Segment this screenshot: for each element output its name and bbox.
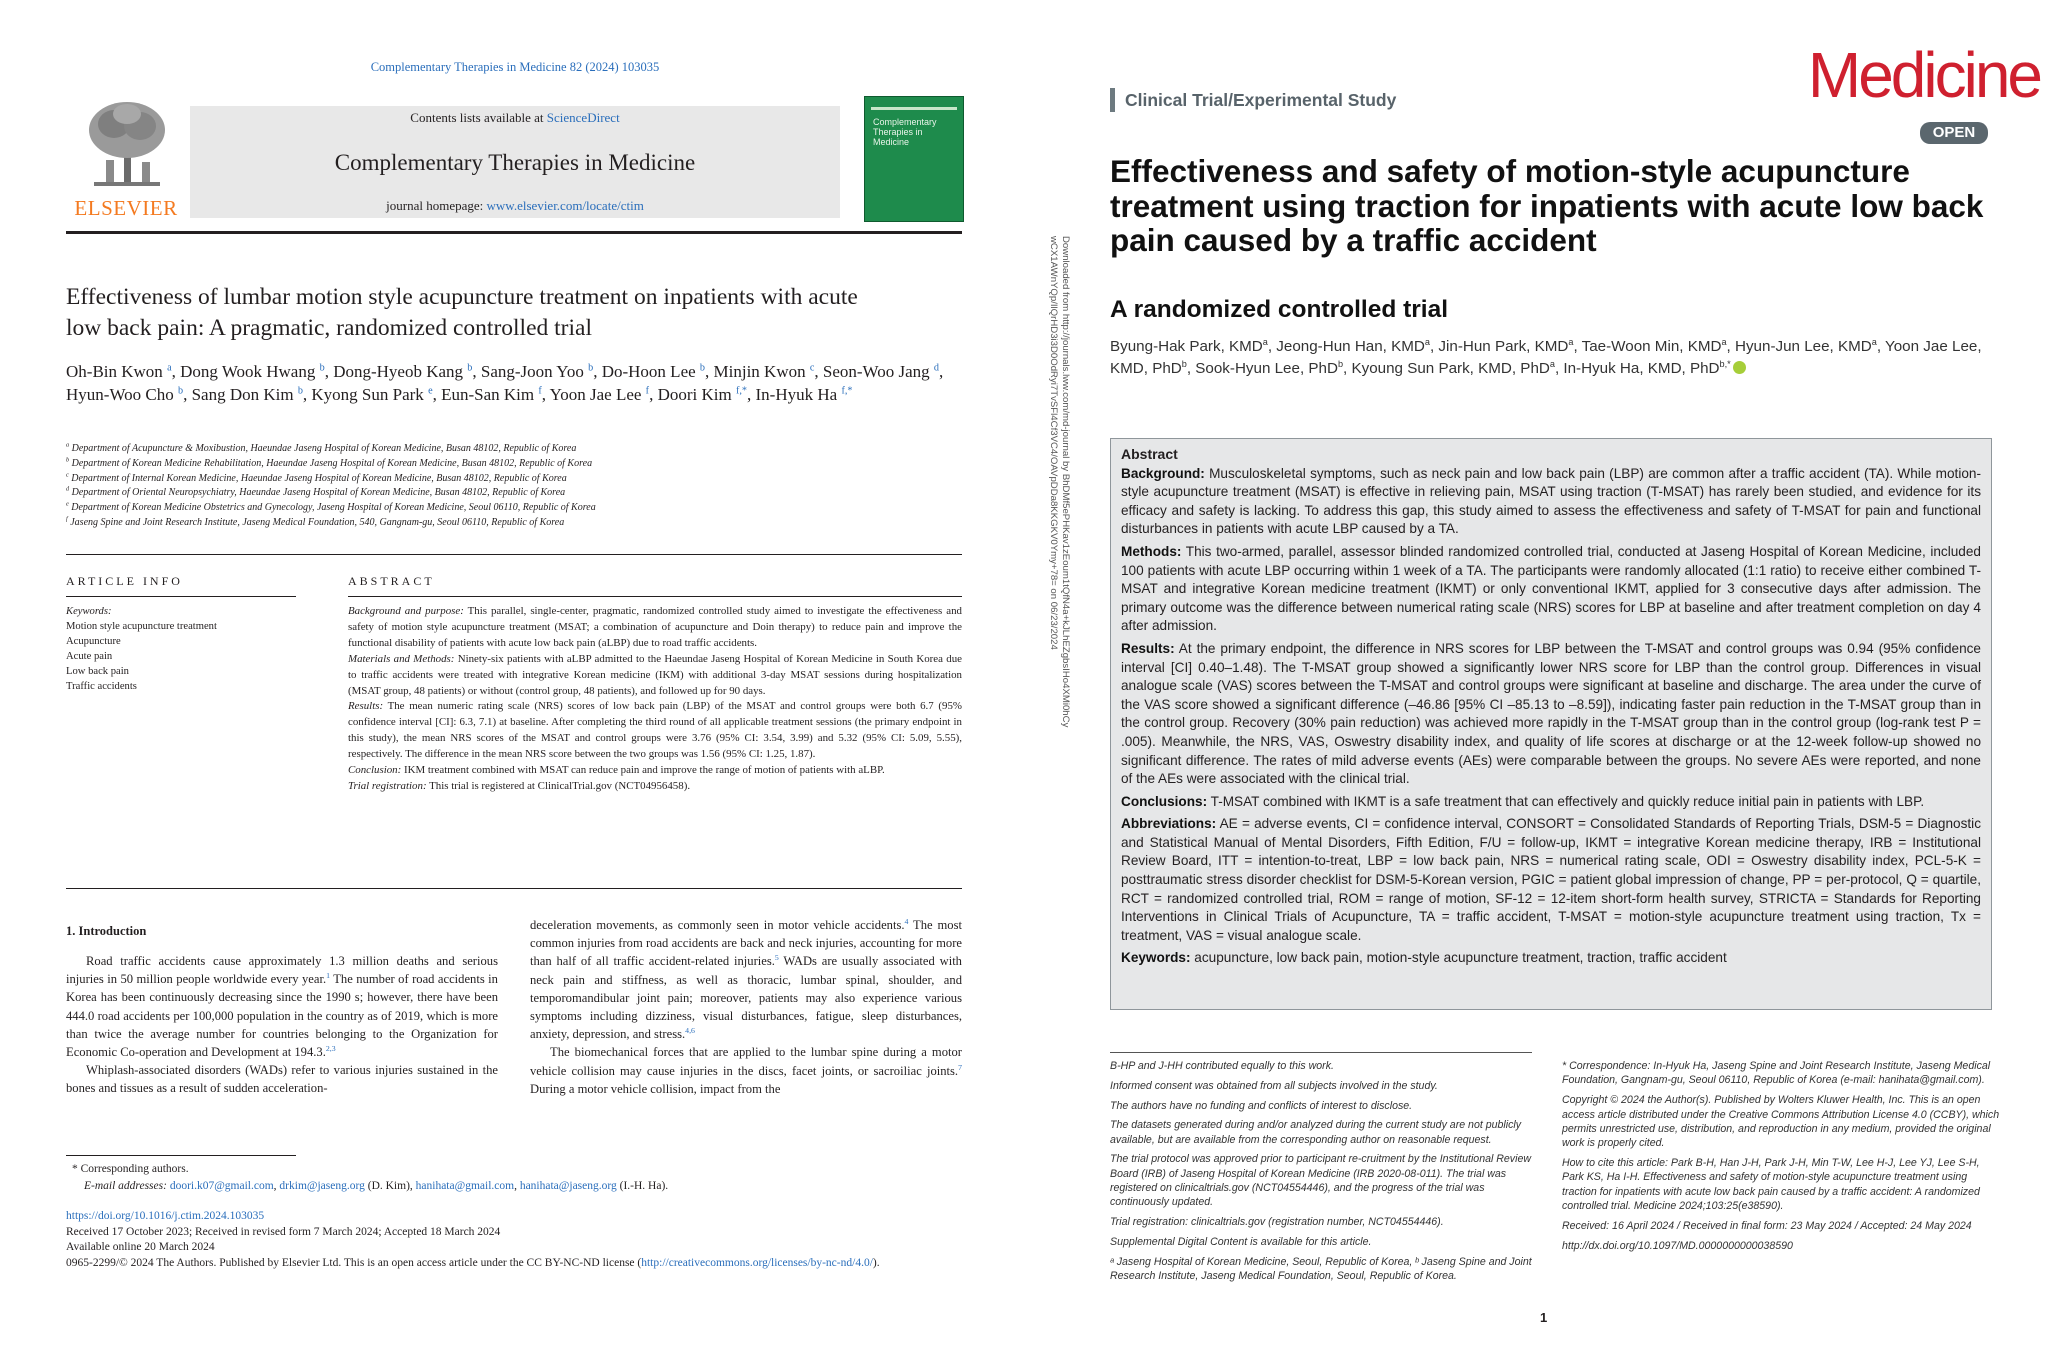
correspondence-note: How to cite this article: Park B-H, Han J-H, Park J-H, Min T-W, Lee H-J, Lee YJ, Lee S-H, Park KS, Ha I-H. Effectiveness and safety of motion-style acupuncture treatment using traction for inpatients with acute low back pain caused by a traffic accident: A randomized controlled trial. Medicine 2024;103:25(e38590).	[1562, 1157, 1980, 1212]
license-line	[66, 1256, 966, 1272]
affiliation-key: a	[66, 441, 70, 449]
cover-stripe	[871, 107, 957, 110]
author-affiliation-marker[interactable]: b	[467, 362, 473, 374]
author-affiliation-marker: a	[1424, 336, 1430, 347]
affiliation-text: Department of Korean Medicine Obstetrics and Gynecology, Jaseng Hospital of Korean Medicine, Seoul 06110, Republic of Korea	[71, 502, 596, 514]
info-divider-top	[66, 554, 962, 555]
corresponding-note: * Corresponding authors.	[72, 1163, 189, 1175]
affiliation-list	[66, 442, 946, 531]
received-dates: Received 17 October 2023; Received in revised form 7 March 2024; Accepted 18 March 2024	[66, 1225, 501, 1238]
author-name: Minjin Kwon	[713, 362, 806, 381]
contents-line	[190, 110, 840, 126]
intro-paragraph	[530, 916, 962, 1043]
affiliation-text: Department of Korean Medicine Rehabilitation, Haeundae Jaseng Hospital of Korean Medicine, Busan 48102, Republic of Korea	[71, 457, 593, 469]
abstract-section-label: Keywords:	[1121, 950, 1191, 966]
orcid-icon[interactable]	[1733, 361, 1746, 374]
abstract-section-label: Conclusion:	[348, 764, 402, 777]
publisher-wordmark: ELSEVIER	[74, 196, 178, 220]
affiliation-text: Jaseng Spine and Joint Research Institute, Jaseng Medical Foundation, 540, Gangnam-gu, Seoul 06110, Republic of Korea	[70, 516, 565, 528]
abstract-body	[348, 604, 962, 795]
affiliation-key: b	[66, 456, 70, 464]
affiliation-line	[66, 442, 946, 457]
contents-prefix: Contents lists available at	[410, 110, 547, 125]
introduction-heading: 1. Introduction	[66, 924, 147, 938]
abstract-heading-right: Abstract	[1121, 446, 1178, 462]
abstract-box	[1110, 438, 1992, 1010]
abstract-section-text: AE = adverse events, CI = confidence interval, CONSORT = Consolidated Standards of Reporting Trials, DSM-5 = Diagnostic and Statistical Manual of Mental Disorders, Fifth Edition, F/U = follow-up, IKMT = integrative Korean medicine therapy, IRB = Institutional Review Board, ITT = intention-to-treat, LBP = low back pain, NRS = numerical rating scale, ODI = Oswestry disability index, PCL-5-K = posttraumatic stress disorder checklist for DSM-5-Korean version, PGIC = patient global impression of change, PP = per-protocol, Q = quartile, RCT = randomized controlled trial, ROM = range of motion, SF-12 = 12-item short-form health survey, STRICTA = Standards for Reporting Interventions in Clinical Trials of Acupuncture, TA = traffic accident, T-MSAT = motion-style acupuncture treatment using traction, Tx = treatment, VAS = visual analogue scale.	[1121, 816, 1981, 943]
license-prefix: 0965-2299/© 2024 The Authors. Published by Elsevier Ltd. This is an open access article under the CC BY-NC-ND license (	[66, 1256, 642, 1269]
author-affiliation-marker[interactable]: e	[428, 385, 433, 397]
abstract-paragraph	[1121, 815, 1981, 945]
keywords-label: Keywords:	[66, 606, 112, 617]
abstract-paragraph	[348, 699, 962, 763]
keyword-item: Low back pain	[66, 666, 129, 677]
email-separator: ,	[273, 1179, 280, 1192]
author-affiliation-marker[interactable]: b	[588, 362, 594, 374]
author-name: Hyun-Woo Cho	[66, 385, 174, 404]
affiliation-line	[66, 457, 946, 472]
download-stamp-line-2: wCX1AWnYQp/IlQrHD3i3D0OdRyi7TvSFl4Cf3VC4/OAVpDDa8KKGKV0Ymy+78= on 06/23/2024	[1048, 236, 1059, 650]
author-name: Hyun-Jun Lee, KMD	[1735, 338, 1872, 355]
author-name: Yoon Jae Lee, KMD, PhD	[1110, 338, 1982, 377]
notes-rule	[1110, 1052, 1532, 1053]
journal-homepage-link[interactable]: www.elsevier.com/locate/ctim	[486, 198, 644, 213]
abstract-paragraph	[1121, 640, 1981, 789]
abstract-paragraph	[1121, 465, 1981, 539]
intro-text: The number of road accidents in Korea has been continuously decreasing since the 1990 s; however, there have been 444.0 road accidents per 100,000 population in the country as of 2019, which is more than twice the average number for countries belonging to the Organization for Economic Co-operation and Development at 194.3.	[66, 972, 498, 1060]
author-name: Jin-Hun Park, KMD	[1438, 338, 1569, 355]
email-link[interactable]: drkim@jaseng.org	[279, 1179, 365, 1192]
author-name: Do-Hoon Lee	[601, 362, 696, 381]
email-separator: ,	[514, 1179, 520, 1192]
abstract-section-text: acupuncture, low back pain, motion-style acupuncture treatment, traction, traffic accident	[1190, 950, 1727, 966]
footnote-rule	[66, 1155, 296, 1156]
author-name: Doori Kim	[657, 385, 732, 404]
abstract-section-label: Conclusions:	[1121, 793, 1208, 809]
abstract-divider-bottom	[66, 888, 962, 889]
author-note: The trial protocol was approved prior to participant re-cruitment by the Institutional Review Board (IRB) of Jaseng Hospital of Korean Medicine (IRB 2020-08-011). The trial was registered on clinicaltrials.gov (NCT04554446), and the progress of the trial was continuously updated.	[1110, 1153, 1532, 1209]
affiliation-key: f	[66, 515, 68, 523]
correspondence-note: Copyright © 2024 the Author(s). Published by Wolters Kluwer Health, Inc. This is an open access article distributed under the Creative Commons Attribution License 4.0 (CCBY), which permits unrestricted use, distribution, and reproduction in any medium, provided the original work is properly cited.	[1562, 1094, 2000, 1150]
author-list-right: Byung-Hak Park, KMD$^a$, Jeong-Hun Han, KMD$^a$, Jin-Hun Park, KMD$^a$, Tae-Woon Min, KMD$^a$, Hyun-Jun Lee, KMD$^a$, Yoon Jae Lee, KMD, PhD$^b$, Sook-Hyun Lee, PhD$^b$, Kyoung Sun Park, KMD, PhD$^a$, In-Hyuk Ha, KMD, PhD$^{b,*}$	[1110, 336, 1982, 377]
affiliation-key: c	[66, 471, 69, 479]
author-affiliation-marker[interactable]: b	[699, 362, 706, 374]
abstract-paragraph	[1121, 543, 1981, 636]
article-subtitle-right: A randomized controlled trial	[1110, 296, 1449, 323]
affiliation-text: Department of Acupuncture & Moxibustion, Haeundae Jaseng Hospital of Korean Medicine, Busan 48102, Republic of Korea	[71, 443, 577, 454]
abstract-section-text: At the primary endpoint, the difference in NRS scores for LBP between the T-MSAT and control groups was 0.94 (95% confidence interval [CI] 0.40–1.48). The T-MSAT group showed a significantly lower NRS score for LBP than the control group. Differences in visual analogue scale (VAS) scores between the T-MSAT and control groups were significant at baseline and discharge. The area under the curve of the VAS score showed a significant difference (–46.86 [95% CI –85.13 to –8.59]), indicating faster pain reduction in the T-MSAT group than in the control group. Recovery (30% pain reduction) was achieved more rapidly in the T-MSAT group than in the control group (log-rank test P = .005). Meanwhile, the NRS, VAS, Oswestry disability index, and quality of life scores at discharge or at the 12-week follow-up showed no significant difference. The rates of mild adverse events (AEs) were comparable between the groups. No severe AEs were reported, and none of the AEs were associated with the clinical trial.	[1121, 640, 1981, 787]
author-name: Sang-Joon Yoo	[480, 362, 584, 381]
intro-text: The most common injuries from road accidents are back and neck injuries, accounting for more than half of all traffic accident-related injuries.	[530, 918, 962, 969]
download-stamp	[1037, 236, 1077, 796]
author-note: ᵃ Jaseng Hospital of Korean Medicine, Seoul, Republic of Korea, ᵇ Jaseng Spine and Joint Research Institute, Jaseng Medical Foundation, Seoul, Republic of Korea.	[1110, 1255, 1532, 1283]
author-name: Byung-Hak Park, KMD	[1110, 338, 1263, 355]
keyword-item: Motion style acupuncture treatment	[66, 621, 217, 632]
citation-ref[interactable]: 1	[326, 971, 331, 981]
affiliation-line	[66, 516, 946, 531]
author-note: The authors have no funding and conflicts of interest to disclose.	[1110, 1099, 1413, 1112]
abstract-section-label: Methods:	[1121, 543, 1182, 559]
author-name: In-Hyuk Ha	[755, 385, 838, 404]
author-affiliation-marker[interactable]: f,*	[841, 385, 853, 397]
journal-homepage-line	[190, 198, 840, 214]
author-note: Trial registration: clinicaltrials.gov (registration number, NCT04554446).	[1110, 1216, 1444, 1229]
email-separator: (I.-H. Ha).	[616, 1179, 669, 1192]
author-name: Kyoung Sun Park, KMD, PhD	[1351, 360, 1550, 377]
intro-text: Road traffic accidents cause approximately 1.3 million deaths and serious injuries in 50 million people worldwide every year.	[66, 954, 498, 987]
intro-text: deceleration movements, as commonly seen in motor vehicle accidents.	[530, 918, 905, 932]
homepage-prefix: journal homepage:	[386, 198, 487, 213]
author-name: Kyong Sun Park	[311, 385, 424, 404]
article-footer	[66, 1209, 966, 1271]
elsevier-tree-icon	[84, 98, 170, 190]
author-affiliation-marker[interactable]: c	[809, 362, 815, 374]
keyword-item: Acupuncture	[66, 636, 121, 647]
author-name: Sang Don Kim	[191, 385, 294, 404]
abstract-section-label: Background and purpose:	[348, 605, 464, 617]
citation-ref[interactable]: 4,6	[685, 1026, 695, 1036]
journal-name: Complementary Therapies in Medicine	[334, 150, 696, 175]
intro-paragraph	[66, 1061, 498, 1097]
license-suffix: ).	[872, 1256, 880, 1269]
abstract-paragraph	[348, 604, 962, 652]
journal-citation-link[interactable]: Complementary Therapies in Medicine 82 (2024) 103035	[370, 60, 660, 74]
journal-masthead	[66, 94, 962, 222]
keyword-item: Acute pain	[66, 651, 113, 662]
abstract-paragraph	[1121, 949, 1981, 968]
author-affiliation-marker: a	[1262, 336, 1268, 347]
abstract-body-right	[1121, 465, 1981, 968]
abstract-rule	[348, 596, 962, 597]
intro-column-1	[66, 952, 498, 1098]
keywords-list	[66, 619, 296, 694]
abstract-paragraph	[348, 763, 962, 779]
abstract-section-label: Results:	[348, 700, 384, 713]
abstract-heading: ABSTRACT	[348, 574, 435, 588]
affiliation-text: Department of Internal Korean Medicine, Haeundae Jaseng Hospital of Korean Medicine, Busan 48102, Republic of Korea	[71, 472, 567, 484]
abstract-section-text: This trial is registered at ClinicalTrial.gov (NCT04956458).	[426, 779, 691, 792]
author-affiliation-marker[interactable]: a	[167, 362, 172, 374]
intro-paragraph	[530, 1043, 962, 1098]
author-note: B-HP and J-HH contributed equally to this work.	[1110, 1060, 1334, 1072]
intro-column-2	[530, 916, 962, 1098]
abstract-section-text: IKM treatment combined with MSAT can reduce pain and improve the range of motion of patients with aLBP.	[401, 764, 885, 777]
author-affiliation-marker[interactable]: f	[645, 385, 650, 397]
abstract-section-text: Musculoskeletal symptoms, such as neck pain and low back pain (LBP) are common after a traffic accident (TA). While motion-style acupuncture treatment (MSAT) is effective in relieving pain, MSAT using traction (T-MSAT) has rarely been studied, and evidence for its efficacy and safety is lacking. To address this gap, this study aimed to assess the effectiveness and safety of T-MSAT for pain and functional disturbances in patients with acute LBP caused by a TA.	[1121, 465, 1981, 537]
right-article-page	[1090, 0, 2048, 1366]
author-notes	[1110, 1059, 1542, 1289]
correspondence-note: * Correspondence: In-Hyuk Ha, Jaseng Spine and Joint Research Institute, Jaseng Medical Foundation, Gangnam-gu, Seoul 06110, Republic of Korea (e-mail: hanihata@gmail.com).	[1562, 1060, 1991, 1087]
article-type-label: Clinical Trial/Experimental Study	[1110, 88, 1396, 112]
abstract-section-text: Ninety-six patients with aLBP admitted to the Haeundae Jaseng Hospital of Korean Medicine in South Korea due to traffic accidents were treated with integrative Korean medicine (IKM) with additional 3-day MSAT sessions during hospitalization (MSAT group, 48 patients) or without (control group, 48 patients), and followed up for 90 days.	[348, 652, 962, 697]
intro-text: WADs are usually associated with neck pain and stiffness, as well as thoracic, lumbar spinal, shoulder, and temporomandibular joint pain; moreover, patients may also experience various symptoms including dizziness, visual disturbances, fatigue, sleep disturbances, anxiety, depression, and stress.	[530, 954, 962, 1042]
email-addresses	[66, 1178, 962, 1195]
download-stamp-text	[1047, 236, 1071, 796]
affiliation-line	[66, 472, 946, 487]
affiliation-line	[66, 501, 946, 516]
elsevier-logo	[66, 98, 186, 218]
author-note: The datasets generated during and/or analyzed during the current study are not publicly available, but are available from the corresponding author on reasonable request.	[1110, 1119, 1522, 1146]
author-name: Jeong-Hun Han, KMD	[1276, 338, 1425, 355]
article-title-right: Effectiveness and safety of motion-style acupuncture treatment using traction for inpatients with acute low back pain caused by a traffic accident	[1110, 153, 1984, 258]
keyword-item: Traffic accidents	[66, 681, 137, 692]
author-list: Oh-Bin Kwon $^a$, Dong Wook Hwang $^b$, Dong-Hyeob Kang $^b$, Sang-Joon Yoo $^b$, Do-Hoon Lee $^b$, Minjin Kwon $^c$, Seon-Woo Jang $^d$, Hyun-Woo Cho $^b$, Sang Don Kim $^b$, Kyong Sun Park $^e$, Eun-San Kim $^f$, Yoon Jae Lee $^f$, Doori Kim $^{f,*}$, In-Hyuk Ha $^{f,*}$	[66, 362, 944, 404]
abstract-section-text: This two-armed, parallel, assessor blinded randomized controlled trial, conducted at Jaseng Hospital of Korean Medicine, included 100 patients with acute LBP occurring within 1 week of a TA. The participants were randomly allocated (1:1 ratio) to receive either combined T-MSAT and integrative Korean medicine treatment (IKMT) or only conventional IKMT, applied for 3 consecutive days after admission. The primary outcome was the difference between numerical rating scale (NRS) scores for LBP at baseline and after treatment completion on day 4 after admission.	[1121, 543, 1981, 634]
author-name: Sook-Hyun Lee, PhD	[1195, 360, 1338, 377]
email-separator: (D. Kim),	[364, 1179, 416, 1192]
correspondence-note: Received: 16 April 2024 / Received in final form: 23 May 2024 / Accepted: 24 May 2024	[1562, 1220, 1972, 1233]
masthead-rule	[66, 231, 962, 234]
email-label: E-mail addresses:	[84, 1179, 170, 1192]
author-name: Dong-Hyeob Kang	[333, 362, 464, 381]
author-name: Oh-Bin Kwon	[66, 362, 163, 381]
article-title: Effectiveness of lumbar motion style acupuncture treatment on inpatients with acute low back pain: A pragmatic, randomized controlled trial	[66, 284, 858, 341]
author-name: Dong Wook Hwang	[180, 362, 316, 381]
journal-title-box	[190, 106, 840, 218]
author-affiliation-marker[interactable]: b	[297, 385, 303, 397]
author-affiliation-marker[interactable]: f,*	[735, 385, 748, 397]
page-number: 1	[1540, 1310, 1548, 1325]
download-stamp-line-1: Downloaded from http://journals.lww.com/md-journal by BhDMf5ePHKav1zEoum1tQfN4a+kJLhEZgbsIHo4XMi0hCy	[1060, 236, 1071, 728]
email-link[interactable]: hanihata@gmail.com	[415, 1179, 515, 1192]
email-link[interactable]: hanihata@jaseng.org	[519, 1179, 617, 1192]
medicine-journal-logo: Medicine	[1807, 39, 2040, 111]
author-note: Supplemental Digital Content is available for this article.	[1110, 1235, 1372, 1248]
article-info-rule	[66, 596, 296, 597]
author-affiliation-marker[interactable]: d	[933, 362, 939, 374]
abstract-section-text: This parallel, single-center, pragmatic, randomized controlled study aimed to investigate the effectiveness and safety of motion style acupuncture treatment (MSAT; a combination of acupuncture and Doin therapy) to reduce pain and improve the functional disability of patients with acute low back pain (aLBP) due to road traffic accidents.	[348, 605, 962, 649]
email-link[interactable]: doori.k07@gmail.com	[169, 1179, 274, 1192]
available-online: Available online 20 March 2024	[66, 1241, 215, 1253]
author-affiliation-marker: a	[1871, 336, 1877, 347]
license-link[interactable]: http://creativecommons.org/licenses/by-nc-nd/4.0/	[641, 1256, 873, 1269]
author-affiliation-marker: b	[1181, 358, 1187, 369]
sciencedirect-link[interactable]: ScienceDirect	[546, 110, 620, 125]
intro-text: The biomechanical forces that are applied to the lumbar spine during a motor vehicle collision may cause injuries in the discs, facet joints, or sacroiliac joints.	[530, 1045, 962, 1078]
author-affiliation-marker: a	[1549, 358, 1555, 369]
citation-ref[interactable]: 4	[904, 916, 909, 926]
intro-text: During a motor vehicle collision, impact from the	[530, 1081, 781, 1096]
abstract-paragraph	[348, 779, 962, 795]
abstract-section-text: The mean numeric rating scale (NRS) scores of low back pain (LBP) of the MSAT and control groups were both 6.7 (95% confidence interval [CI]: 6.3, 7.1) at baseline. After completing the third round of all applicable treatment sessions (the primary endpoint in this study), the mean NRS scores of the MSAT and control groups were 3.76 (95% CI: 3.54, 3.99) and 5.32 (95% CI: 5.09, 5.55), respectively. The difference in the mean NRS score between the two groups was 1.56 (95% CI: 1.25, 1.87).	[348, 700, 962, 761]
author-affiliation-marker: a	[1568, 336, 1574, 347]
affiliation-line	[66, 486, 946, 501]
citation-ref[interactable]: 7	[958, 1062, 962, 1072]
author-note: Informed consent was obtained from all subjects involved in the study.	[1110, 1079, 1438, 1092]
intro-paragraph	[66, 952, 498, 1061]
citation-ref[interactable]: 2,3	[325, 1043, 336, 1053]
author-affiliation-marker[interactable]: b	[319, 362, 325, 374]
abstract-paragraph	[1121, 793, 1981, 812]
correspondence-block	[1562, 1059, 2002, 1259]
abstract-paragraph	[348, 652, 962, 700]
author-name: Tae-Woon Min, KMD	[1581, 338, 1722, 355]
affiliation-key: e	[66, 500, 69, 508]
doi-link[interactable]: https://doi.org/10.1016/j.ctim.2024.103035	[66, 1210, 265, 1222]
abstract-section-label: Abbreviations:	[1121, 816, 1217, 832]
intro-text: Whiplash-associated disorders (WADs) refer to various injuries sustained in the bones and tissues as a result of sudden acceleration-	[66, 1063, 498, 1096]
affiliation-key: d	[66, 486, 70, 494]
abstract-section-text: T-MSAT combined with IKMT is a safe treatment that can effectively and quickly reduce initial pain in patients with LBP.	[1207, 793, 1925, 809]
author-name: Seon-Woo Jang	[822, 362, 930, 381]
corresponding-footnote	[66, 1161, 962, 1194]
author-affiliation-marker: a	[1721, 336, 1727, 347]
open-access-badge: OPEN	[1920, 122, 1988, 144]
abstract-section-label: Materials and Methods:	[348, 652, 455, 665]
author-affiliation-marker[interactable]: b	[177, 385, 184, 397]
correspondence-note: http://dx.doi.org/10.1097/MD.0000000000038590	[1562, 1240, 1793, 1253]
author-affiliation-marker: b,*	[1719, 358, 1731, 369]
abstract-section-label: Trial registration:	[348, 779, 427, 792]
journal-cover-thumbnail	[864, 96, 964, 222]
article-info-heading: ARTICLE INFO	[66, 574, 183, 588]
author-affiliation-marker[interactable]: f	[538, 385, 542, 397]
author-affiliation-marker: b	[1337, 358, 1344, 369]
citation-ref[interactable]: 5	[774, 953, 779, 963]
author-name: Eun-San Kim	[441, 385, 535, 404]
abstract-section-label: Results:	[1121, 640, 1175, 656]
affiliation-text: Department of Oriental Neuropsychiatry, Haeundae Jaseng Hospital of Korean Medicine, Busan 48102, Republic of Korea	[71, 487, 566, 499]
author-name: In-Hyuk Ha, KMD, PhD	[1563, 360, 1720, 377]
abstract-section-label: Background:	[1121, 465, 1205, 481]
cover-title: Complementary Therapies in Medicine	[873, 117, 937, 147]
keywords-block	[66, 604, 296, 694]
author-name: Yoon Jae Lee	[549, 385, 642, 404]
